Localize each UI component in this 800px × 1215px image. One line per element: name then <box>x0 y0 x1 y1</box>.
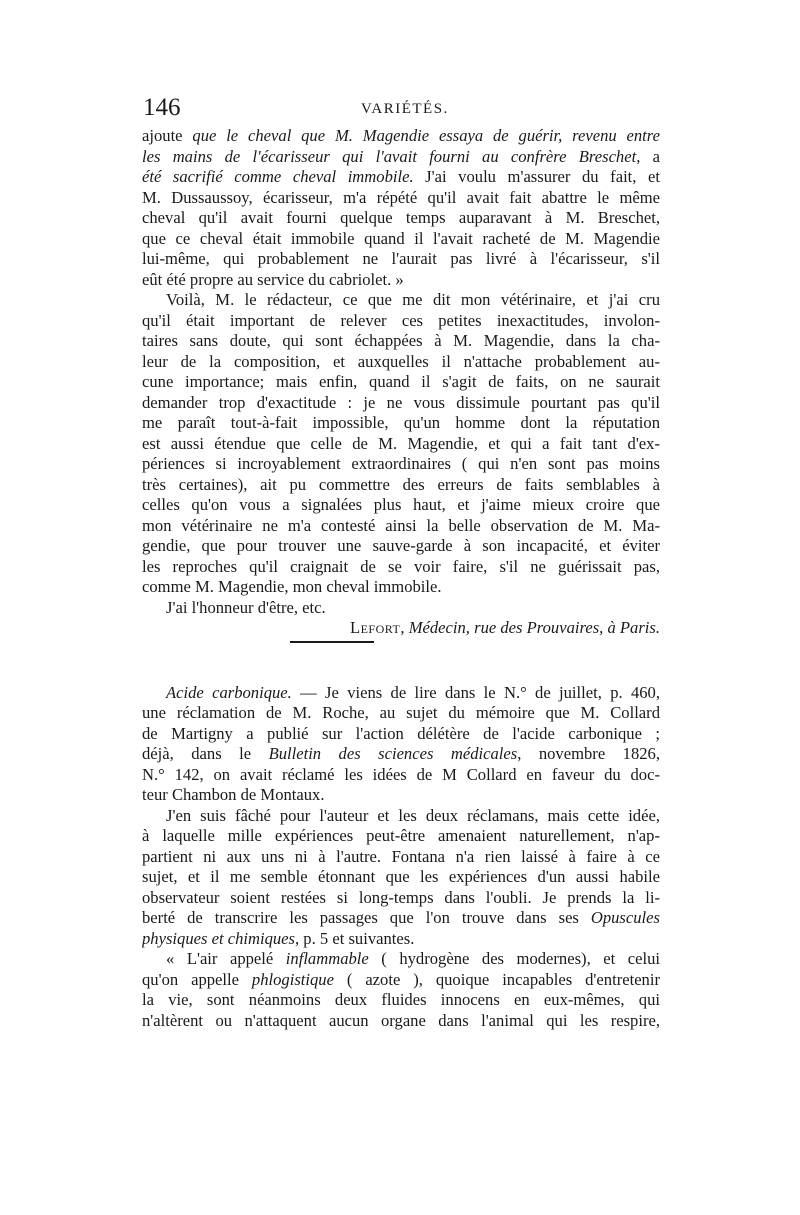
text-line <box>142 331 660 352</box>
italic-segment: phlogistique <box>251 969 334 989</box>
text-segment: ajoute <box>142 126 193 145</box>
text-line <box>142 826 660 847</box>
text-line <box>142 413 660 434</box>
separator-rule <box>290 641 374 643</box>
text-line <box>142 290 660 311</box>
text-line <box>142 618 660 639</box>
text-line <box>142 311 660 332</box>
text-line <box>142 806 660 827</box>
running-head: VARIÉTÉS. <box>361 101 449 117</box>
text-line <box>142 949 660 970</box>
text-line <box>142 847 660 868</box>
text-segment: à laquelle mille expériences peut-être amenaient naturellement, n'ap- <box>142 826 660 845</box>
text-segment: — Je viens de lire dans le N.° de juillet, p. 460, <box>291 682 660 702</box>
text-line <box>142 434 660 455</box>
text-segment: Voilà, M. le rédacteur, ce que me dit mon vétérinaire, et j'ai cru <box>166 290 660 309</box>
text-segment: celles qu'on vous a signalées plus haut, et j'aime mieux croire que <box>142 495 660 514</box>
text-line <box>142 475 660 496</box>
text-segment: une réclamation de M. Roche, au sujet du mémoire que M. Collard <box>142 703 660 722</box>
text-line <box>142 1011 660 1032</box>
page-number: 146 <box>143 94 181 121</box>
text-segment: N.° 142, on avait réclamé les idées de M Collard en faveur du doc- <box>142 764 660 784</box>
text-line <box>142 536 660 557</box>
italic-segment: Acide carbonique. <box>166 682 292 702</box>
text-line <box>142 785 660 806</box>
text-segment: J'en suis fâché pour l'auteur et les deux réclamans, mais cette idée, <box>166 805 660 825</box>
text-segment: leur de la composition, et auxquelles il n'attache probablement au- <box>142 351 660 371</box>
text-segment: la vie, sont néanmoins deux fluides innocens en eux-mêmes, qui <box>142 990 660 1009</box>
text-segment: , novembre 1826, <box>517 744 660 763</box>
text-segment: que ce cheval était immobile quand il l'avait racheté de M. Magendie <box>142 228 660 248</box>
text-line <box>142 888 660 909</box>
text-line <box>142 147 660 168</box>
text-line <box>142 598 660 619</box>
text-line <box>142 516 660 537</box>
text-segment: est aussi étendue que celle de M. Magendie, et qui a fait tant d'ex- <box>142 433 660 453</box>
text-line <box>142 352 660 373</box>
text-segment: cheval qu'il avait fourni quelque temps auparavant à M. Breschet, <box>142 208 660 227</box>
text-segment: Lefort <box>349 618 401 637</box>
italic-segment: les mains de l'écarisseur qui l'avait fourni au confrère Breschet, <box>142 146 641 166</box>
italic-segment: été sacrifié comme cheval immobile. <box>142 167 414 186</box>
text-segment: eût été propre au service du cabriolet. » <box>142 269 404 289</box>
text-line <box>142 372 660 393</box>
text-segment: de Martigny a publié sur l'action délétère de l'acide carbonique ; <box>142 723 660 743</box>
body-text <box>142 126 660 1031</box>
text-line <box>142 557 660 578</box>
text-line <box>142 929 660 950</box>
text-segment: périences si incroyablement extraordinaires ( qui n'en sont pas moins <box>142 454 660 473</box>
text-segment: taires sans doute, qui sont échappées à M. Magendie, dans la cha- <box>142 331 660 350</box>
text-segment: me paraît tout-à-fait impossible, qu'un homme dont la réputation <box>142 413 660 432</box>
text-segment: déjà, dans le <box>142 744 269 763</box>
text-line <box>142 867 660 888</box>
text-line <box>142 744 660 765</box>
text-segment: demander trop d'exactitude : je ne vous dissimule pourtant pas qu'il <box>142 392 660 412</box>
text-segment: gendie, que pour trouver une sauve-garde à son incapacité, et éviter <box>142 536 660 555</box>
text-line <box>142 188 660 209</box>
text-line <box>142 724 660 745</box>
text-line <box>142 249 660 270</box>
text-segment: ( azote ), quoique incapables d'entretenir <box>333 969 660 989</box>
text-segment: sujet, et il me semble étonnant que les expériences d'un aussi habile <box>142 867 660 886</box>
text-segment: qu'on appelle <box>142 969 252 989</box>
text-line <box>142 393 660 414</box>
text-segment: n'altèrent ou n'attaquent aucun organe dans l'animal qui les respire, <box>142 1010 660 1030</box>
text-segment: très certaines), ait pu commettre des erreurs de faits semblables à <box>142 474 660 494</box>
italic-segment: Bulletin des sciences médicales <box>268 744 518 763</box>
text-segment: , <box>400 618 409 637</box>
text-segment: qu'il était important de relever ces petites inexactitudes, involon- <box>142 310 660 330</box>
text-line <box>142 270 660 291</box>
text-segment: a <box>640 146 660 166</box>
text-line <box>142 454 660 475</box>
section-separator <box>142 649 660 683</box>
text-line <box>142 703 660 724</box>
text-segment: « L'air appelé <box>166 949 286 968</box>
text-line <box>142 167 660 188</box>
italic-segment: que le cheval que M. Magendie essaya de guérir, revenu entre <box>192 126 660 145</box>
text-segment: observateur soient restées si long-temps dans l'oubli. Je prends la li- <box>142 887 660 907</box>
text-segment: J'ai l'honneur d'être, etc. <box>166 597 326 617</box>
text-line <box>142 765 660 786</box>
italic-segment: physiques et chimiques <box>142 928 295 948</box>
text-segment: berté de transcrire les passages que l'on trouve dans ses <box>142 908 591 927</box>
italic-segment: Opuscules <box>590 908 660 927</box>
text-segment: J'ai voulu m'assurer du fait, et <box>413 167 660 186</box>
text-segment: M. Dussaussoy, écarisseur, m'a répété qu'il avait fait abattre le même <box>142 187 660 207</box>
text-segment: lui-même, qui probablement ne l'aurait pas livré à l'écarisseur, s'il <box>142 249 660 268</box>
text-segment: comme M. Magendie, mon cheval immobile. <box>142 577 442 596</box>
text-line <box>142 970 660 991</box>
text-segment: cune importance; mais enfin, quand il s'agit de faits, on ne saurait <box>142 372 660 391</box>
text-line <box>142 126 660 147</box>
italic-segment: inflammable <box>285 949 369 968</box>
text-line <box>142 908 660 929</box>
text-segment: , p. 5 et suivantes. <box>295 928 415 948</box>
text-line <box>142 990 660 1011</box>
text-line <box>142 577 660 598</box>
page-header <box>143 94 663 128</box>
italic-segment: Médecin, rue des Prouvaires, à Paris. <box>408 618 660 637</box>
text-segment: les reproches qu'il craignait de se voir faire, s'il ne guérissait pas, <box>142 556 660 576</box>
text-line <box>142 495 660 516</box>
text-segment: partient ni aux uns ni à l'autre. Fontana n'a rien laissé à faire à ce <box>142 846 660 866</box>
text-line <box>142 683 660 704</box>
text-line <box>142 208 660 229</box>
text-segment: teur Chambon de Montaux. <box>142 785 325 804</box>
text-line <box>142 229 660 250</box>
text-segment: ( hydrogène des modernes), et celui <box>368 949 660 968</box>
text-segment: mon vétérinaire ne m'a contesté ainsi la belle observation de M. Ma- <box>142 515 660 535</box>
